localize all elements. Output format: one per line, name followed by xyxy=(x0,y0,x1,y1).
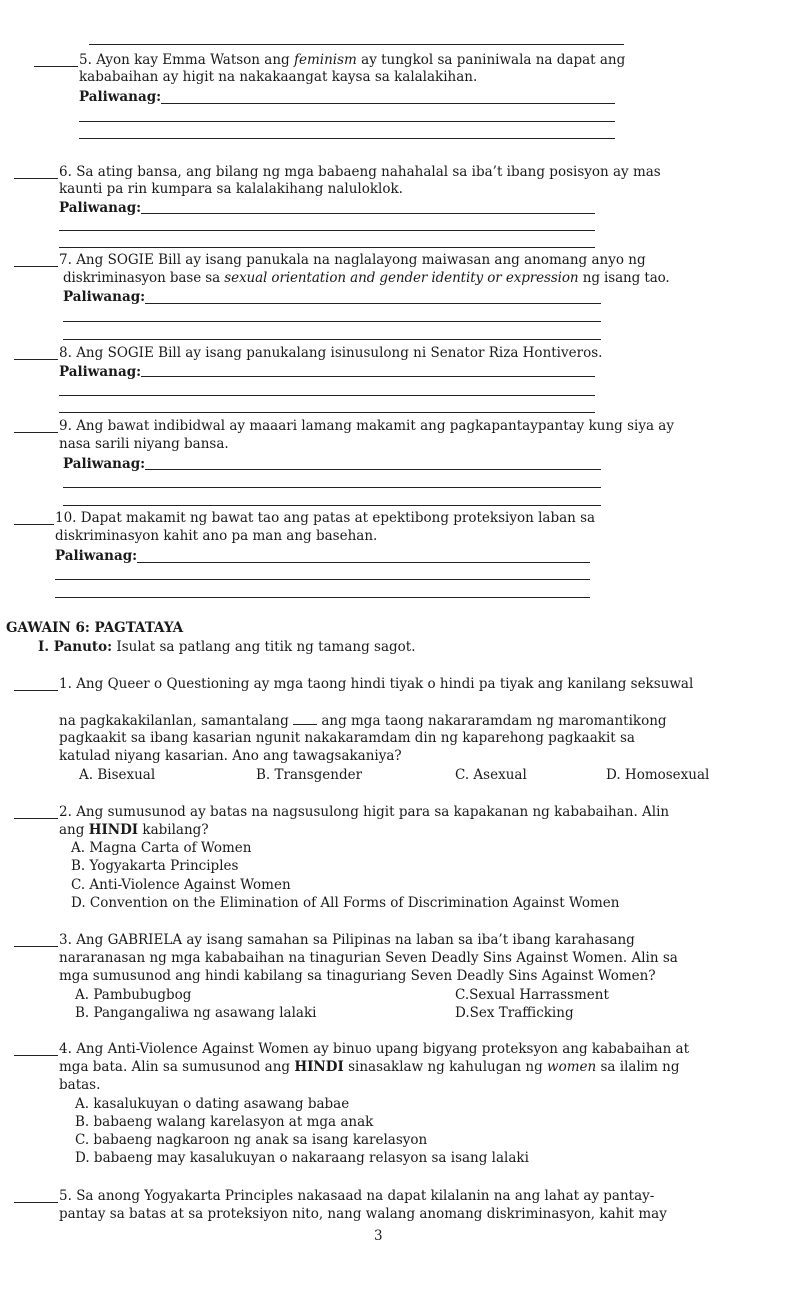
choice[interactable]: A. kasalukuyan o dating asawang babae xyxy=(75,1096,350,1112)
item-line: diskriminasyon kahit ano pa man ang basehan. xyxy=(55,528,378,544)
top-rule xyxy=(89,44,624,45)
explanation-line[interactable] xyxy=(59,412,595,413)
answer-blank[interactable] xyxy=(14,1202,58,1203)
choice[interactable]: D. Homosexual xyxy=(606,767,710,783)
answer-blank[interactable] xyxy=(14,359,58,360)
choice[interactable]: C.Sexual Harrassment xyxy=(455,987,609,1003)
question-line: na pagkakakilanlan, samantalang ang mga taong nakararamdam ng maromantikong xyxy=(59,713,667,729)
explanation-line[interactable] xyxy=(137,562,590,563)
answer-blank[interactable] xyxy=(14,946,58,947)
explanation-label: Paliwanag: xyxy=(63,456,146,472)
instruction-label: I. Panuto: xyxy=(38,639,113,655)
explanation-line[interactable] xyxy=(63,321,601,322)
explanation-line[interactable] xyxy=(145,469,601,470)
instructions xyxy=(38,639,416,655)
answer-blank[interactable] xyxy=(14,266,58,267)
explanation-line[interactable] xyxy=(55,579,590,580)
item-line: nasa sarili niyang bansa. xyxy=(59,436,229,452)
page-number: 3 xyxy=(374,1228,383,1244)
choice[interactable]: D. Convention on the Elimination of All Forms of Discrimination Against Women xyxy=(71,895,620,911)
choice[interactable]: B. Transgender xyxy=(256,767,363,783)
item-line: kababaihan ay higit na nakakaangat kaysa sa kalalakihan. xyxy=(79,69,478,85)
choice[interactable]: A. Bisexual xyxy=(79,767,156,783)
explanation-line[interactable] xyxy=(63,339,601,340)
choice[interactable]: D. babaeng may kasalukuyan o nakaraang relasyon sa isang lalaki xyxy=(75,1150,529,1166)
answer-blank[interactable] xyxy=(14,690,58,691)
explanation-line[interactable] xyxy=(145,303,601,304)
choice[interactable]: C. Asexual xyxy=(455,767,527,783)
instruction-text: Isulat sa patlang ang titik ng tamang sagot. xyxy=(116,639,416,655)
question-line: 2. Ang sumusunod ay batas na nagsusulong higit para sa kapakanan ng kababaihan. Alin xyxy=(59,804,670,820)
question-line: mga bata. Alin sa sumusunod ang HINDI sinasaklaw ng kahulugan ng women sa ilalim ng xyxy=(59,1059,680,1075)
explanation-line[interactable] xyxy=(79,138,615,139)
question-line: mga sumusunod ang hindi kabilang sa tinaguriang Seven Deadly Sins Against Women? xyxy=(59,968,656,984)
answer-blank[interactable] xyxy=(14,432,58,433)
question-line: 1. Ang Queer o Questioning ay mga taong hindi tiyak o hindi pa tiyak ang kanilang seksuwal xyxy=(59,676,694,692)
choice[interactable]: B. Pangangaliwa ng asawang lalaki xyxy=(75,1005,317,1021)
explanation-line[interactable] xyxy=(55,597,590,598)
explanation-line[interactable] xyxy=(161,103,615,104)
choice[interactable]: C. Anti-Violence Against Women xyxy=(71,877,291,893)
choice[interactable]: B. babaeng walang karelasyon at mga anak xyxy=(75,1114,374,1130)
explanation-line[interactable] xyxy=(63,505,601,506)
item-line: 10. Dapat makamit ng bawat tao ang patas at epektibong proteksiyon laban sa xyxy=(55,510,596,526)
explanation-label: Paliwanag: xyxy=(79,89,162,105)
explanation-line[interactable] xyxy=(59,247,595,248)
question-line: pagkaakit sa ibang kasarian ngunit nakakaramdam din ng kaparehong pagkaakit sa xyxy=(59,730,635,746)
item-line: 5. Ayon kay Emma Watson ang feminism ay tungkol sa paniniwala na dapat ang xyxy=(79,52,626,68)
choice[interactable]: A. Pambubugbog xyxy=(75,987,192,1003)
explanation-line[interactable] xyxy=(79,121,615,122)
section-title: GAWAIN 6: PAGTATAYA xyxy=(6,620,184,636)
question-line: pantay sa batas at sa proteksiyon nito, nang walang anomang diskriminasyon, kahit may xyxy=(59,1206,667,1222)
question-line: nararanasan ng mga kababaihan na tinagurian Seven Deadly Sins Against Women. Alin sa xyxy=(59,950,678,966)
question-line: 4. Ang Anti-Violence Against Women ay binuo upang bigyang proteksyon ang kababaihan at xyxy=(59,1041,690,1057)
choice[interactable]: D.Sex Trafficking xyxy=(455,1005,574,1021)
question-line: 3. Ang GABRIELA ay isang samahan sa Pilipinas na laban sa iba’t ibang karahasang xyxy=(59,932,635,948)
explanation-label: Paliwanag: xyxy=(55,548,138,564)
answer-blank[interactable] xyxy=(14,524,54,525)
item-line: kaunti pa rin kumpara sa kalalakihang naluloklok. xyxy=(59,181,403,197)
answer-blank[interactable] xyxy=(14,818,58,819)
explanation-label: Paliwanag: xyxy=(63,289,146,305)
explanation-line[interactable] xyxy=(141,376,595,377)
answer-blank[interactable] xyxy=(14,1055,58,1056)
item-line: 8. Ang SOGIE Bill ay isang panukalang isinusulong ni Senator Riza Hontiveros. xyxy=(59,345,603,361)
question-line: ang HINDI kabilang? xyxy=(59,822,209,838)
explanation-label: Paliwanag: xyxy=(59,364,142,380)
explanation-label: Paliwanag: xyxy=(59,200,142,216)
explanation-line[interactable] xyxy=(59,230,595,231)
item-line: 6. Sa ating bansa, ang bilang ng mga babaeng nahahalal sa iba’t ibang posisyon ay mas xyxy=(59,164,661,180)
question-line: katulad niyang kasarian. Ano ang tawagsakaniya? xyxy=(59,748,402,764)
inline-blank[interactable] xyxy=(293,712,317,725)
explanation-line[interactable] xyxy=(59,395,595,396)
choice[interactable]: C. babaeng nagkaroon ng anak sa isang karelasyon xyxy=(75,1132,428,1148)
answer-blank[interactable] xyxy=(14,178,58,179)
answer-blank[interactable] xyxy=(34,66,78,67)
item-line: 9. Ang bawat indibidwal ay maaari lamang makamit ang pagkapantaypantay kung siya ay xyxy=(59,418,674,434)
item-line: 7. Ang SOGIE Bill ay isang panukala na naglalayong maiwasan ang anomang anyo ng xyxy=(59,252,646,268)
item-line: diskriminasyon base sa sexual orientation and gender identity or expression ng isang tao. xyxy=(63,270,670,286)
question-line: batas. xyxy=(59,1077,101,1093)
choice[interactable]: A. Magna Carta of Women xyxy=(71,840,252,856)
choice[interactable]: B. Yogyakarta Principles xyxy=(71,858,239,874)
explanation-line[interactable] xyxy=(63,487,601,488)
question-line: 5. Sa anong Yogyakarta Principles nakasaad na dapat kilalanin na ang lahat ay pantay- xyxy=(59,1188,655,1204)
explanation-line[interactable] xyxy=(141,213,595,214)
